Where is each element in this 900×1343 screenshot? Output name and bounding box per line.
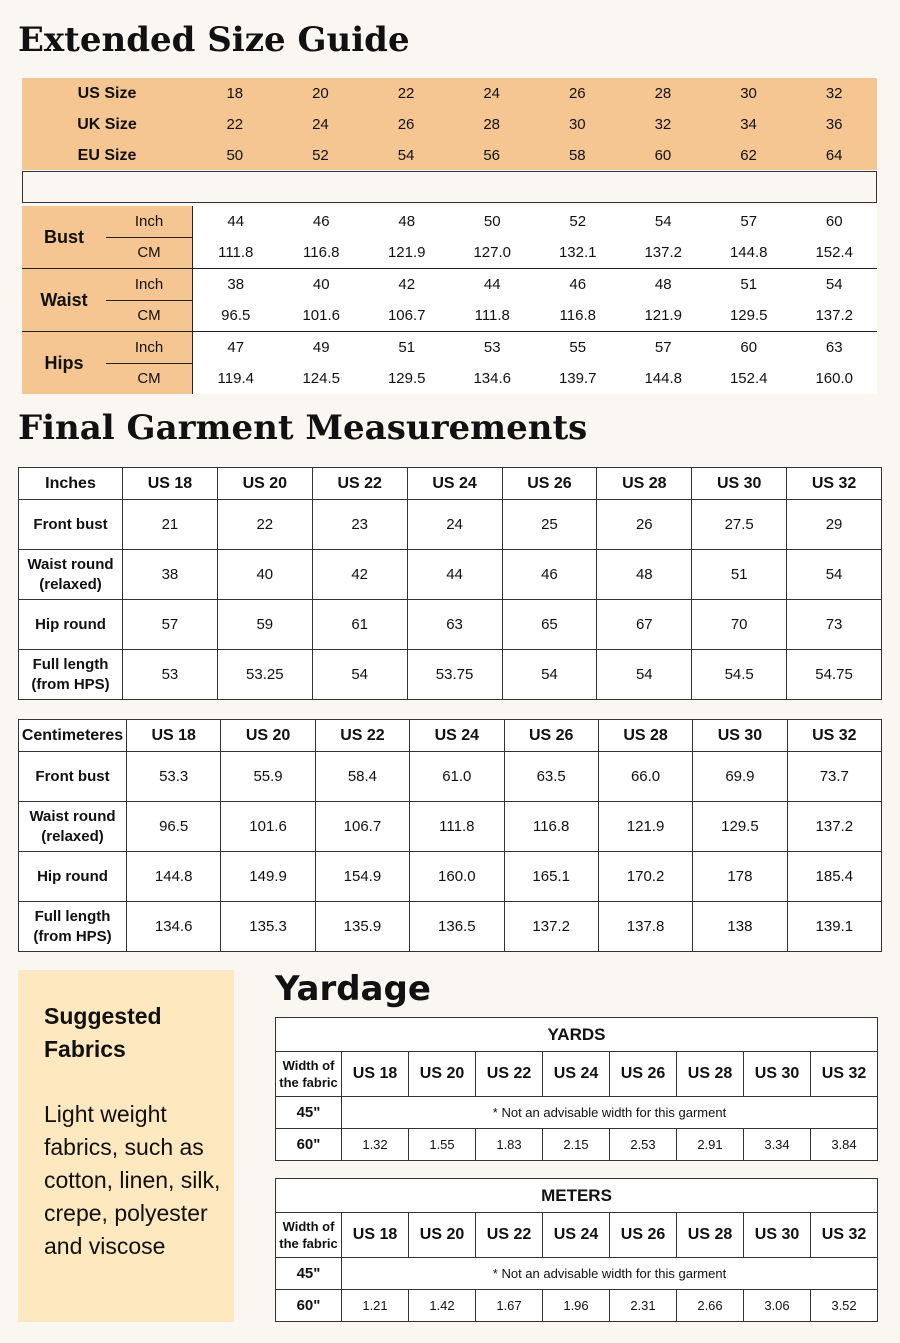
value-cell: 53.3 (127, 752, 221, 802)
value-cell: 27.5 (692, 500, 787, 550)
value-cell: 49 (312, 339, 330, 356)
value-cell: 3.34 (744, 1129, 811, 1161)
value-cell: 1.42 (409, 1290, 476, 1322)
value-cell: 121.9 (644, 307, 683, 324)
width-label: Width of the fabric (276, 1052, 342, 1097)
spacer-row (22, 171, 877, 203)
value-cell: 40 (312, 276, 330, 293)
eu-size-row (22, 140, 877, 171)
unit-labels (106, 206, 193, 268)
size-value: 30 (568, 116, 586, 133)
measurement-name: Waist (22, 269, 106, 331)
size-value: 24 (312, 116, 329, 133)
size-header: US 22 (476, 1052, 543, 1097)
value-cell: 137.2 (644, 244, 683, 261)
value-cell: 116.8 (303, 244, 340, 261)
value-cell: 54.5 (692, 650, 787, 700)
unit-inch: Inch (106, 269, 192, 301)
value-cell: 116.8 (559, 307, 596, 324)
size-guide-title: Extended Size Guide (18, 20, 410, 60)
row-label: Front bust (19, 500, 123, 550)
garment-inches-table (18, 467, 882, 700)
header-row (276, 1213, 878, 1258)
table-row (19, 902, 882, 952)
value-cell: 67 (597, 600, 692, 650)
size-value: 50 (226, 147, 244, 164)
size-value: 18 (226, 85, 244, 102)
measurement-values (193, 206, 877, 268)
row-label: EU Size (77, 146, 137, 164)
size-header: US 24 (410, 720, 504, 752)
cm-row (193, 363, 877, 394)
value-cell: 51 (398, 339, 416, 356)
value-cell: 111.8 (218, 244, 254, 261)
table-row (19, 852, 882, 902)
value-cell: 70 (692, 600, 787, 650)
garment-title: Final Garment Measurements (18, 408, 588, 448)
yardage-title: Yardage (275, 969, 431, 1009)
value-cell: 2.91 (677, 1129, 744, 1161)
body-measurements (22, 206, 877, 394)
unit-inch: Inch (106, 206, 192, 238)
unit-cm: CM (137, 370, 161, 388)
size-header: US 22 (315, 720, 409, 752)
value-cell: 129.5 (729, 307, 768, 324)
value-cell: 44 (483, 276, 501, 293)
row-label: Full length (from HPS) (19, 650, 123, 700)
size-header: US 30 (693, 720, 787, 752)
row-label: Front bust (19, 752, 127, 802)
not-advisable-note: * Not an advisable width for this garment (342, 1097, 878, 1129)
value-cell: 160.0 (815, 370, 854, 387)
value-cell: 60 (740, 339, 758, 356)
value-cell: 25 (502, 500, 597, 550)
value-cell: 54 (787, 550, 882, 600)
value-cell: 1.96 (543, 1290, 610, 1322)
size-header: US 28 (677, 1213, 744, 1258)
table-row (19, 650, 882, 700)
caption-row (276, 1018, 878, 1052)
value-cell: 178 (693, 852, 787, 902)
value-cell: 73 (787, 600, 882, 650)
size-header: US 22 (312, 468, 407, 500)
size-header: US 28 (597, 468, 692, 500)
size-value: 52 (312, 147, 329, 164)
value-cell: 124.5 (302, 370, 341, 387)
width-45: 45" (276, 1258, 342, 1290)
value-cell: 2.53 (610, 1129, 677, 1161)
size-header: US 18 (127, 720, 221, 752)
value-cell: 24 (407, 500, 502, 550)
header-row (276, 1052, 878, 1097)
waist-group (22, 269, 877, 332)
value-cell: 53.75 (407, 650, 502, 700)
size-header: US 26 (610, 1213, 677, 1258)
value-cell: 1.55 (409, 1129, 476, 1161)
value-cell: 61 (312, 600, 407, 650)
header-row (19, 468, 882, 500)
value-cell: 53 (483, 339, 501, 356)
value-cell: 40 (217, 550, 312, 600)
value-cell: 54 (312, 650, 407, 700)
row-label: Waist round (relaxed) (19, 802, 127, 852)
table-row (19, 802, 882, 852)
size-header: US 32 (787, 468, 882, 500)
size-header: US 20 (409, 1052, 476, 1097)
inch-row (193, 206, 877, 237)
corner-label: Centimeteres (19, 720, 127, 752)
value-cell: 129.5 (693, 802, 787, 852)
size-value: 22 (397, 85, 415, 102)
value-cell: 23 (312, 500, 407, 550)
value-cell: 144.8 (644, 370, 683, 387)
row-label: Waist round (relaxed) (19, 550, 123, 600)
value-cell: 160.0 (410, 852, 504, 902)
value-cell: 129.5 (387, 370, 426, 387)
value-cell: 46 (502, 550, 597, 600)
size-guide-table (22, 78, 877, 394)
size-value: 26 (397, 116, 415, 133)
yards-table (275, 1017, 878, 1161)
value-cell: 111.8 (410, 802, 504, 852)
value-cell: 54 (597, 650, 692, 700)
value-cell: 2.15 (543, 1129, 610, 1161)
size-header: US 26 (502, 468, 597, 500)
value-cell: 22 (217, 500, 312, 550)
row-label: UK Size (77, 115, 137, 133)
value-cell: 106.7 (387, 307, 426, 324)
value-cell: 53.25 (217, 650, 312, 700)
meters-table (275, 1178, 878, 1322)
value-cell: 127.0 (473, 244, 512, 261)
size-value: 54 (397, 147, 415, 164)
caption-row (276, 1179, 878, 1213)
width-45: 45" (276, 1097, 342, 1129)
value-cell: 44 (227, 213, 245, 230)
unit-labels (106, 269, 193, 331)
table-row (19, 600, 882, 650)
value-cell: 185.4 (787, 852, 881, 902)
value-cell: 132.1 (558, 244, 597, 261)
table-row (19, 500, 882, 550)
inch-row (193, 269, 877, 300)
size-value: 58 (568, 147, 586, 164)
value-cell: 55 (569, 339, 587, 356)
value-cell: 154.9 (315, 852, 409, 902)
size-header: US 24 (543, 1052, 610, 1097)
value-cell: 152.4 (729, 370, 768, 387)
size-value: 28 (654, 85, 672, 102)
not-advisable-note: * Not an advisable width for this garment (342, 1258, 878, 1290)
garment-cm-table (18, 719, 882, 952)
value-cell: 55.9 (221, 752, 315, 802)
size-header: US 26 (504, 720, 598, 752)
value-cell: 101.6 (221, 802, 315, 852)
value-cell: 61.0 (410, 752, 504, 802)
unit-labels (106, 332, 193, 394)
hips-group (22, 332, 877, 394)
value-cell: 50 (483, 213, 501, 230)
yards-caption: YARDS (276, 1018, 878, 1052)
value-cell: 139.7 (558, 370, 597, 387)
value-cell: 136.5 (410, 902, 504, 952)
row-label: Hip round (19, 852, 127, 902)
value-cell: 137.2 (787, 802, 881, 852)
value-cell: 46 (569, 276, 587, 293)
value-cell: 3.06 (744, 1290, 811, 1322)
unit-cm: CM (137, 307, 161, 325)
value-cell: 63 (407, 600, 502, 650)
value-cell: 165.1 (504, 852, 598, 902)
measurement-name: Bust (22, 206, 106, 268)
value-cell: 48 (597, 550, 692, 600)
value-cell: 3.84 (811, 1129, 878, 1161)
value-cell: 134.6 (127, 902, 221, 952)
value-cell: 21 (123, 500, 218, 550)
value-cell: 69.9 (693, 752, 787, 802)
size-value: 20 (312, 85, 329, 102)
row-label: Hip round (19, 600, 123, 650)
value-cell: 38 (227, 276, 245, 293)
measurement-values (193, 332, 877, 394)
width-60: 60" (276, 1129, 342, 1161)
size-header: US 20 (221, 720, 315, 752)
size-header: US 24 (543, 1213, 610, 1258)
value-cell: 54.75 (787, 650, 882, 700)
value-cell: 58.4 (315, 752, 409, 802)
value-cell: 48 (398, 213, 416, 230)
size-header: US 32 (787, 720, 881, 752)
size-header: US 18 (342, 1213, 409, 1258)
bust-group (22, 206, 877, 269)
uk-size-row (22, 109, 877, 140)
size-value: 28 (483, 116, 501, 133)
inch-row (193, 332, 877, 363)
value-cell: 116.8 (504, 802, 598, 852)
unit-cm: CM (137, 244, 161, 262)
size-header: US 30 (692, 468, 787, 500)
width-60: 60" (276, 1290, 342, 1322)
fabrics-description: Light weight fabrics, such as cotton, linen, silk, crepe, polyester and viscose (44, 1101, 221, 1259)
size-value: 24 (483, 85, 501, 102)
value-cell: 63.5 (504, 752, 598, 802)
measurement-values (193, 269, 877, 331)
value-cell: 54 (825, 276, 843, 293)
value-cell: 139.1 (787, 902, 881, 952)
cm-row (193, 237, 877, 268)
value-cell: 135.3 (221, 902, 315, 952)
value-cell: 57 (123, 600, 218, 650)
value-cell: 66.0 (598, 752, 692, 802)
size-header: US 18 (342, 1052, 409, 1097)
value-cell: 42 (398, 276, 416, 293)
size-header: US 28 (598, 720, 692, 752)
row-label: Full length (from HPS) (19, 902, 127, 952)
value-cell: 59 (217, 600, 312, 650)
value-cell: 134.6 (473, 370, 512, 387)
value-cell: 137.2 (504, 902, 598, 952)
size-value: 56 (483, 147, 501, 164)
table-row (276, 1129, 878, 1161)
table-row (276, 1258, 878, 1290)
us-size-row (22, 78, 877, 109)
value-cell: 152.4 (815, 244, 854, 261)
size-header: US 26 (610, 1052, 677, 1097)
value-cell: 96.5 (127, 802, 221, 852)
value-cell: 57 (740, 213, 758, 230)
value-cell: 51 (692, 550, 787, 600)
header-row (19, 720, 882, 752)
value-cell: 137.2 (815, 307, 854, 324)
value-cell: 1.21 (342, 1290, 409, 1322)
value-cell: 121.9 (598, 802, 692, 852)
value-cell: 46 (312, 213, 330, 230)
value-cell: 52 (569, 213, 587, 230)
value-cell: 53 (123, 650, 218, 700)
size-value: 34 (740, 116, 757, 133)
suggested-fabrics-panel (18, 970, 234, 1322)
value-cell: 111.8 (474, 307, 510, 324)
meters-caption: METERS (276, 1179, 878, 1213)
value-cell: 2.66 (677, 1290, 744, 1322)
table-row (19, 752, 882, 802)
size-header: US 20 (409, 1213, 476, 1258)
value-cell: 60 (825, 213, 843, 230)
value-cell: 96.5 (221, 307, 251, 324)
size-header: US 18 (123, 468, 218, 500)
value-cell: 3.52 (811, 1290, 878, 1322)
table-row (276, 1290, 878, 1322)
size-value: 64 (825, 147, 843, 164)
size-header: US 30 (744, 1213, 811, 1258)
value-cell: 44 (407, 550, 502, 600)
value-cell: 38 (123, 550, 218, 600)
value-cell: 137.8 (598, 902, 692, 952)
row-label: US Size (77, 84, 137, 102)
size-value: 32 (825, 85, 843, 102)
unit-inch: Inch (106, 332, 192, 364)
value-cell: 47 (227, 339, 245, 356)
value-cell: 54 (502, 650, 597, 700)
value-cell: 101.6 (302, 307, 341, 324)
value-cell: 170.2 (598, 852, 692, 902)
size-value: 26 (568, 85, 586, 102)
measurement-name: Hips (22, 332, 106, 394)
size-conversion-header (22, 78, 877, 170)
size-header: US 22 (476, 1213, 543, 1258)
value-cell: 106.7 (315, 802, 409, 852)
value-cell: 1.83 (476, 1129, 543, 1161)
table-row (276, 1097, 878, 1129)
value-cell: 144.8 (127, 852, 221, 902)
value-cell: 65 (502, 600, 597, 650)
width-label: Width of the fabric (276, 1213, 342, 1258)
size-header: US 28 (677, 1052, 744, 1097)
size-header: US 30 (744, 1052, 811, 1097)
value-cell: 29 (787, 500, 882, 550)
size-header: US 20 (217, 468, 312, 500)
value-cell: 121.9 (387, 244, 426, 261)
value-cell: 48 (654, 276, 672, 293)
value-cell: 73.7 (787, 752, 881, 802)
size-header: US 24 (407, 468, 502, 500)
value-cell: 42 (312, 550, 407, 600)
value-cell: 144.8 (729, 244, 768, 261)
size-value: 32 (654, 116, 672, 133)
size-header: US 32 (811, 1052, 878, 1097)
size-value: 36 (825, 116, 843, 133)
value-cell: 149.9 (221, 852, 315, 902)
corner-label: Inches (19, 468, 123, 500)
value-cell: 1.32 (342, 1129, 409, 1161)
value-cell: 63 (825, 339, 843, 356)
size-value: 60 (654, 147, 672, 164)
value-cell: 138 (693, 902, 787, 952)
size-value: 62 (740, 147, 757, 164)
size-header: US 32 (811, 1213, 878, 1258)
table-row (19, 550, 882, 600)
value-cell: 26 (597, 500, 692, 550)
value-cell: 57 (654, 339, 672, 356)
value-cell: 1.67 (476, 1290, 543, 1322)
cm-row (193, 300, 877, 331)
size-value: 30 (740, 85, 757, 102)
value-cell: 135.9 (315, 902, 409, 952)
value-cell: 119.4 (217, 370, 254, 387)
value-cell: 54 (654, 213, 672, 230)
value-cell: 51 (740, 276, 758, 293)
fabrics-title: Suggested Fabrics (44, 1003, 162, 1062)
size-value: 22 (226, 116, 244, 133)
value-cell: 2.31 (610, 1290, 677, 1322)
